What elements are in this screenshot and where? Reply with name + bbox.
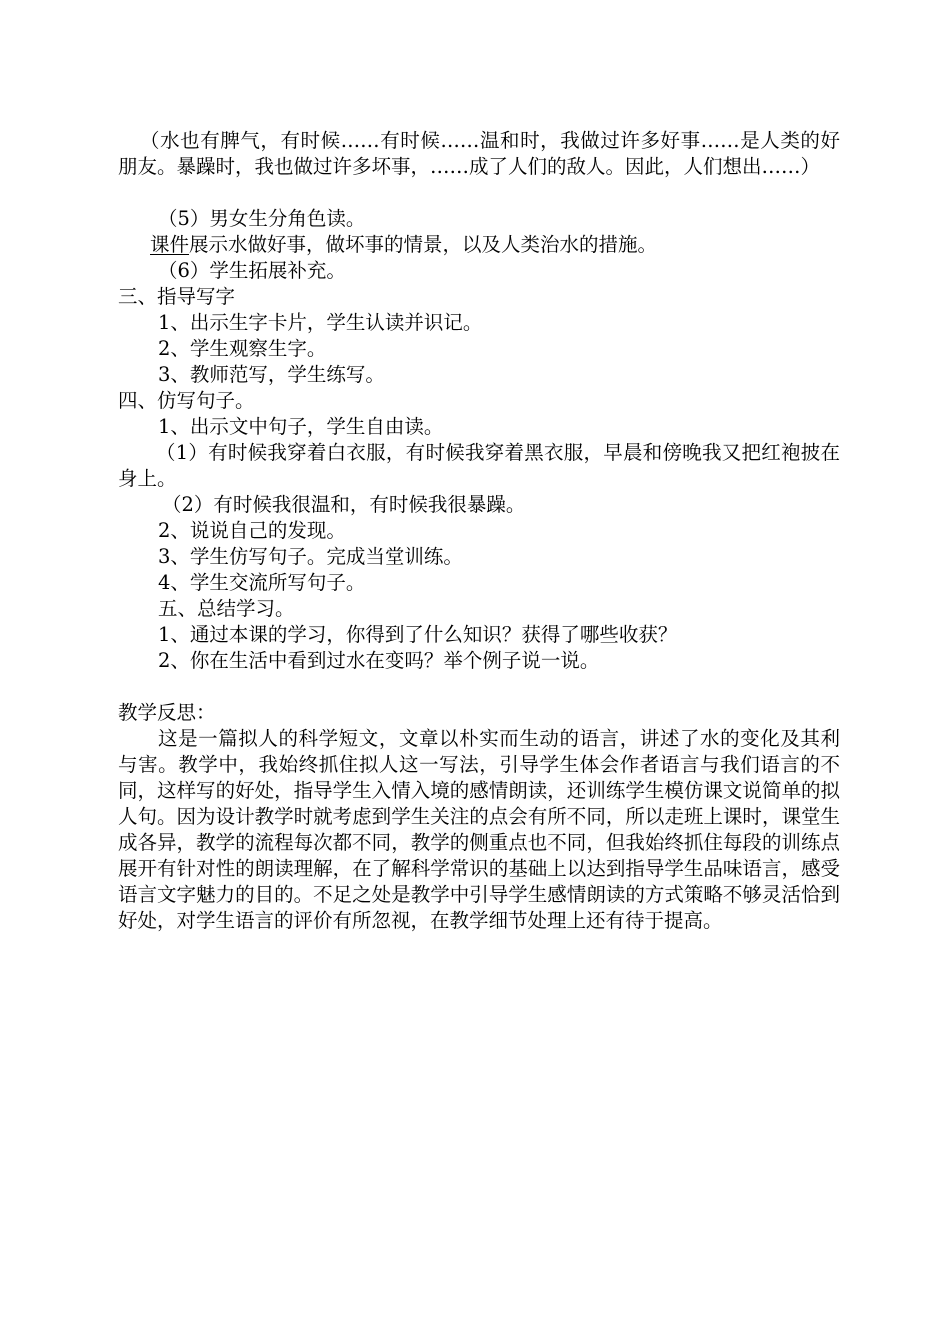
section-4-title: 四、仿写句子。	[118, 389, 255, 412]
section-4-item-3: 3、学生仿写句子。完成当堂训练。	[158, 545, 463, 568]
paragraph-water-temper: （水也有脾气，有时候……有时候……温和时，我做过许多好事……是人类的好朋友。暴躁时，我也做过许多坏事，……成了人们的敌人。因此，人们想出……）	[118, 129, 840, 178]
example-sentence-2: （2）有时候我很温和，有时候我很暴躁。	[162, 493, 526, 516]
courseware-line	[150, 232, 657, 258]
courseware-link[interactable]: 课件	[150, 233, 190, 256]
section-3-item-2: 2、学生观察生字。	[158, 337, 327, 360]
example-sentence-1: （1）有时候我穿着白衣服，有时候我穿着黑衣服，早晨和傍晚我又把红袍披在身上。	[118, 441, 840, 490]
section-5-title: 五、总结学习。	[158, 597, 295, 620]
reflection-body: 这是一篇拟人的科学短文，文章以朴实而生动的语言，讲述了水的变化及其利与害。教学中，我始终抓住拟人这一写法，引导学生体会作者语言与我们语言的不同，这样写的好处，指导学生入情入境的感情朗读，还训练学生模仿课文说简单的拟人句。因为设计教学时就考虑到学生关注的点会有所不同，所以走班上课时，课堂生成各异，教学的流程每次都不同，教学的侧重点也不同，但我始终抓住每段的训练点展开有针对性的朗读理解，在了解科学常识的基础上以达到指导学生品味语言，感受语言文字魅力的目的。不足之处是教学中引导学生感情朗读的方式策略不够灵活恰到好处，对学生语言的评价有所忽视，在教学细节处理上还有待于提高。	[118, 727, 840, 932]
section-5-item-2: 2、你在生活中看到过水在变吗？举个例子说一说。	[158, 649, 600, 672]
section-3-item-3: 3、教师范写，学生练写。	[158, 363, 385, 386]
section-3-item-1: 1、出示生字卡片，学生认读并识记。	[158, 311, 483, 334]
section-4-item-4: 4、学生交流所写句子。	[158, 571, 366, 594]
courseware-description: 展示水做好事，做坏事的情景，以及人类治水的措施。	[189, 233, 658, 256]
section-4-item-2: 2、说说自己的发现。	[158, 519, 346, 542]
step-5: （5）男女生分角色读。	[158, 207, 366, 230]
section-4-item-1: 1、出示文中句子，学生自由读。	[158, 415, 444, 438]
step-6: （6）学生拓展补充。	[158, 259, 346, 282]
reflection-title: 教学反思：	[118, 701, 216, 724]
section-3-title: 三、指导写字	[118, 285, 236, 308]
section-5-item-1: 1、通过本课的学习，你得到了什么知识？获得了哪些收获？	[158, 623, 678, 646]
